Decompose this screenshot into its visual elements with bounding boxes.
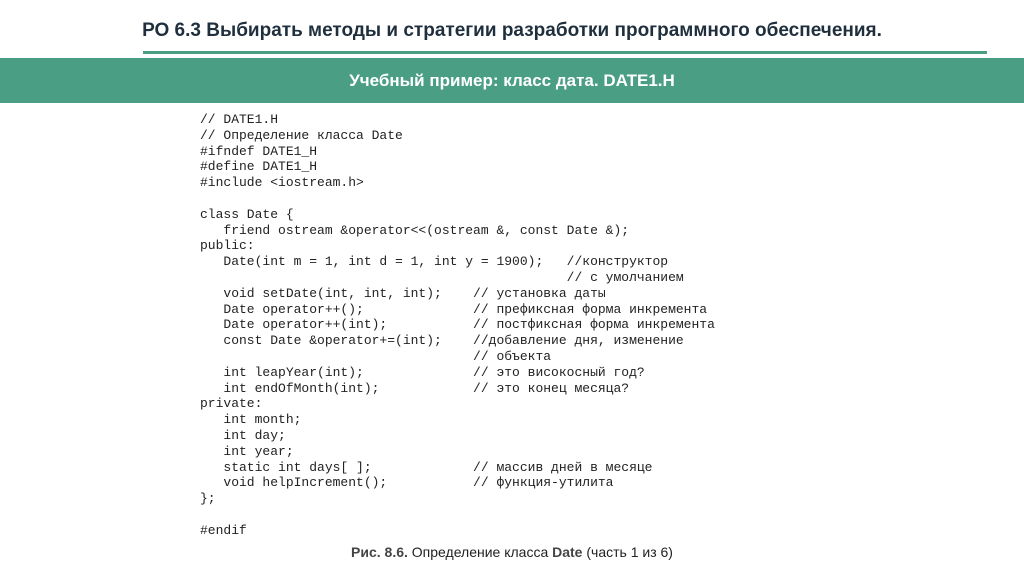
caption-text: Определение класса <box>411 544 549 560</box>
figure-label: Рис. 8.6. <box>351 544 408 560</box>
code-line: static int days[ ]; // массив дней в месяце <box>200 459 653 475</box>
code-line: friend ostream &operator<<(ostream &, const Date &); <box>200 222 630 238</box>
code-line: Date(int m = 1, int d = 1, int y = 1900); //конструктор <box>200 254 669 270</box>
code-line: void helpIncrement(); // функция-утилита <box>200 475 614 491</box>
code-line: int day; <box>200 427 286 443</box>
code-line: Date operator++(); // префиксная форма инкремента <box>200 301 708 317</box>
code-line: int month; <box>200 412 302 428</box>
code-line: const Date &operator+=(int); //добавление дня, изменение <box>200 333 684 349</box>
code-line: }; <box>200 491 216 507</box>
code-line: // объекта <box>200 348 552 364</box>
code-listing <box>200 112 715 539</box>
code-line: class Date { <box>200 206 294 222</box>
code-line: void setDate(int, int, int); // установка даты <box>200 285 606 301</box>
figure-caption <box>0 544 1024 560</box>
code-line: // с умолчанием <box>200 269 684 285</box>
caption-part: (часть 1 из 6) <box>586 544 673 560</box>
code-line <box>200 191 715 207</box>
slide-title: РО 6.3 Выбирать методы и стратегии разработки программного обеспечения. <box>142 20 882 41</box>
code-line: #define DATE1_H <box>200 159 318 175</box>
code-line: int endOfMonth(int); // это конец месяца? <box>200 380 630 396</box>
title-underline <box>143 51 987 54</box>
section-banner: Учебный пример: класс дата. DATE1.H <box>0 58 1024 103</box>
code-line: #include <iostream.h> <box>200 175 364 191</box>
code-line: Date operator++(int); // постфиксная форма инкремента <box>200 317 715 333</box>
code-line: public: <box>200 238 255 254</box>
code-line: #endif <box>200 522 247 538</box>
code-line: int leapYear(int); // это високосный год? <box>200 364 645 380</box>
code-line: // DATE1.H <box>200 112 279 127</box>
code-line: #ifndef DATE1_H <box>200 143 318 159</box>
code-line: private: <box>200 396 263 412</box>
code-line: // Определение класса Date <box>200 127 403 143</box>
caption-class-name: Date <box>552 544 583 560</box>
code-line: int year; <box>200 443 294 459</box>
code-line <box>200 507 715 523</box>
